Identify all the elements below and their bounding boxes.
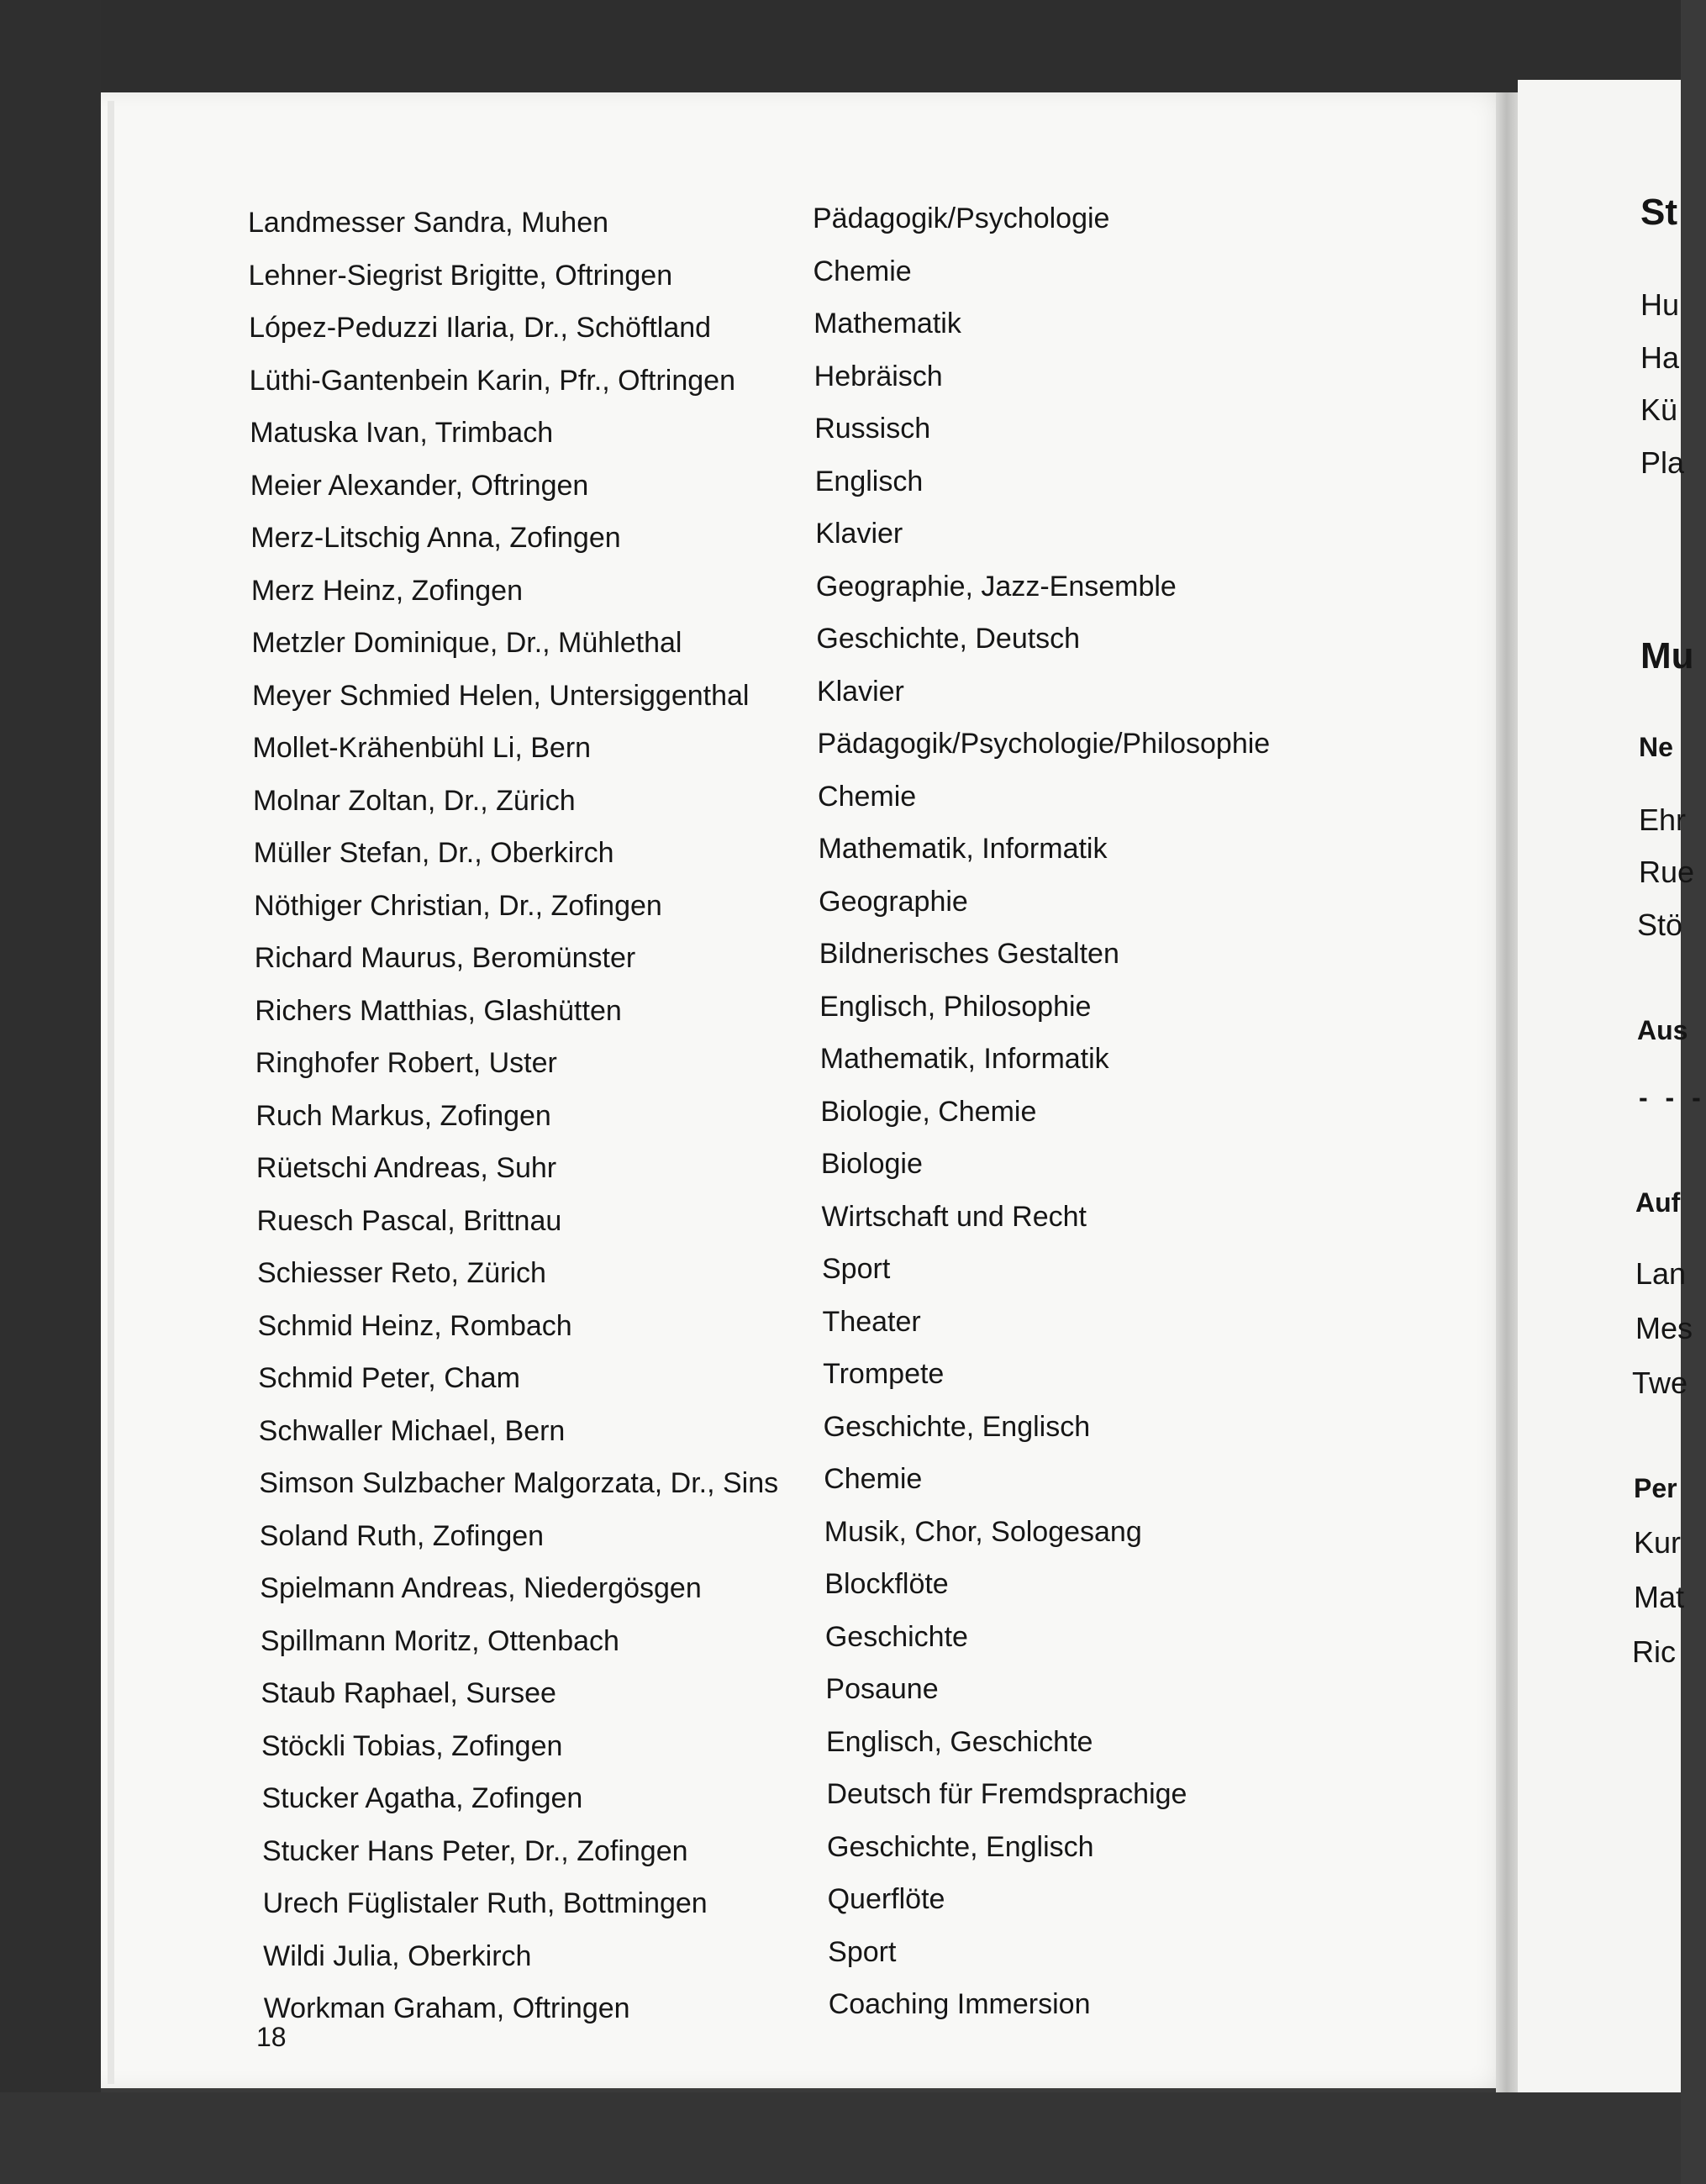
teacher-name: Metzler Dominique, Dr., Mühlethal	[251, 627, 682, 659]
teacher-name: Meyer Schmied Helen, Untersiggenthal	[251, 679, 750, 712]
teacher-name: Ringhofer Robert, Uster	[255, 1047, 557, 1079]
teacher-subject: Coaching Immersion	[828, 1988, 1091, 2020]
teacher-name: Spillmann Moritz, Ottenbach	[260, 1624, 619, 1657]
teacher-subject: Sport	[828, 1935, 897, 1968]
teacher-subject: Pädagogik/Psychologie	[813, 203, 1110, 234]
teacher-subject: Klavier	[816, 675, 904, 708]
teacher-subject: Posaune	[825, 1673, 939, 1705]
teacher-subject: Querflöte	[827, 1883, 945, 1915]
scan-background-top	[0, 0, 1681, 94]
teacher-subject: Mathematik	[814, 308, 961, 339]
teacher-subject: Deutsch für Fremdsprachige	[826, 1778, 1187, 1810]
right-page-text: Lan	[1635, 1256, 1687, 1291]
teacher-name: Staub Raphael, Sursee	[261, 1677, 556, 1709]
right-page-text: Kü	[1640, 392, 1678, 427]
teacher-name: Ruesch Pascal, Brittnau	[256, 1204, 562, 1237]
right-page-text: Mes	[1635, 1311, 1693, 1345]
teacher-name: Richers Matthias, Glashütten	[255, 994, 622, 1027]
right-page-text: Mat	[1634, 1580, 1685, 1614]
teacher-name: Schmid Heinz, Rombach	[257, 1309, 572, 1342]
teacher-subject: Theater	[822, 1305, 921, 1338]
teacher-name: Merz-Litschig Anna, Zofingen	[250, 522, 621, 554]
teacher-subject: Geschichte, Englisch	[827, 1830, 1094, 1863]
teacher-subject: Geographie, Jazz-Ensemble	[815, 570, 1177, 603]
right-page-text: Mu	[1640, 635, 1694, 676]
teacher-subject: Geschichte, Englisch	[823, 1410, 1091, 1443]
teacher-name: Stöckli Tobias, Zofingen	[261, 1729, 563, 1762]
page-number: 18	[256, 2022, 287, 2052]
teacher-subject: Russisch	[814, 413, 931, 445]
teacher-subject: Chemie	[818, 780, 917, 813]
teacher-name: Merz Heinz, Zofingen	[250, 574, 523, 607]
teacher-name: Landmesser Sandra, Muhen	[248, 207, 609, 239]
right-page-text: Aus	[1637, 1015, 1688, 1045]
teacher-subject: Englisch, Philosophie	[819, 990, 1092, 1023]
teacher-name: Mollet-Krähenbühl Li, Bern	[252, 732, 592, 764]
teacher-subject: Pädagogik/Psychologie/Philosophie	[817, 728, 1271, 760]
right-page-text: Rue	[1639, 855, 1695, 889]
teacher-subject: Englisch	[814, 465, 924, 497]
teacher-subject: Bildnerisches Gestalten	[819, 938, 1119, 970]
right-page-text: Auf	[1635, 1187, 1681, 1218]
teacher-subject: Mathematik, Informatik	[818, 833, 1108, 865]
teacher-name: Lehner-Siegrist Brigitte, Oftringen	[248, 259, 673, 292]
teacher-name: Matuska Ivan, Trimbach	[250, 417, 554, 449]
page-stack-edge	[108, 101, 114, 2084]
right-page-text: Ne	[1639, 732, 1673, 762]
teacher-subject: Biologie, Chemie	[820, 1095, 1037, 1128]
teacher-subject: Chemie	[813, 255, 912, 287]
teacher-name: Schwaller Michael, Bern	[258, 1414, 566, 1447]
teacher-name: Stucker Agatha, Zofingen	[261, 1782, 583, 1814]
right-page-text: Per	[1634, 1473, 1677, 1503]
teacher-subject: Geschichte	[824, 1620, 968, 1653]
right-page-text: St	[1640, 192, 1677, 233]
teacher-subject: Englisch, Geschichte	[825, 1725, 1093, 1758]
teacher-name: Spielmann Andreas, Niedergösgen	[260, 1572, 702, 1604]
right-page-text: Pla	[1640, 445, 1685, 480]
teacher-subject: Musik, Chor, Sologesang	[824, 1515, 1142, 1548]
right-page-text: Ha	[1640, 340, 1680, 375]
teacher-subject: Mathematik, Informatik	[819, 1043, 1109, 1075]
teacher-subject: Biologie	[820, 1148, 923, 1180]
teacher-subject: Chemie	[824, 1463, 923, 1495]
right-page-text: Ehr	[1639, 803, 1687, 837]
book-gutter	[1496, 92, 1518, 2092]
teacher-subject: Wirtschaft und Recht	[821, 1200, 1087, 1233]
teacher-name: Molnar Zoltan, Dr., Zürich	[253, 784, 576, 817]
teacher-name: Ruch Markus, Zofingen	[255, 1099, 551, 1132]
scan-background-bottom	[0, 2092, 1681, 2184]
teacher-name: López-Peduzzi Ilaria, Dr., Schöftland	[249, 312, 712, 344]
teacher-subject: Trompete	[823, 1358, 945, 1390]
right-page-text: - - -	[1639, 1082, 1706, 1113]
teacher-name: Wildi Julia, Oberkirch	[263, 1939, 532, 1972]
teacher-name: Soland Ruth, Zofingen	[259, 1519, 545, 1552]
teacher-name: Simson Sulzbacher Malgorzata, Dr., Sins	[259, 1467, 779, 1499]
teacher-subject: Blockflöte	[824, 1568, 949, 1600]
right-page-text: Kur	[1634, 1525, 1682, 1560]
teacher-subject: Geographie	[819, 885, 968, 918]
teacher-name: Rüetschi Andreas, Suhr	[255, 1152, 557, 1184]
right-page-text: Twe	[1632, 1366, 1688, 1400]
teacher-subject: Sport	[822, 1253, 891, 1285]
teacher-name: Müller Stefan, Dr., Oberkirch	[253, 837, 614, 869]
teacher-name: Lüthi-Gantenbein Karin, Pfr., Oftringen	[249, 364, 735, 397]
right-page-text: Hu	[1640, 287, 1680, 322]
teacher-name: Workman Graham, Oftringen	[263, 1992, 630, 2024]
teacher-name: Schmid Peter, Cham	[258, 1362, 520, 1394]
right-page-text: Stö	[1637, 908, 1683, 942]
teacher-name: Richard Maurus, Beromünster	[254, 942, 636, 974]
teacher-name: Nöthiger Christian, Dr., Zofingen	[254, 889, 662, 922]
teacher-name: Schiesser Reto, Zürich	[257, 1257, 546, 1289]
right-page-text: Ric	[1632, 1634, 1676, 1669]
teacher-subject: Geschichte, Deutsch	[816, 623, 1081, 655]
scan-background-left	[0, 0, 101, 2184]
teacher-name: Meier Alexander, Oftringen	[250, 469, 589, 502]
teacher-subject: Klavier	[815, 518, 903, 550]
teacher-name: Stucker Hans Peter, Dr., Zofingen	[262, 1834, 688, 1867]
teacher-subject: Hebräisch	[814, 360, 943, 392]
teacher-name: Urech Füglistaler Ruth, Bottmingen	[262, 1887, 708, 1919]
